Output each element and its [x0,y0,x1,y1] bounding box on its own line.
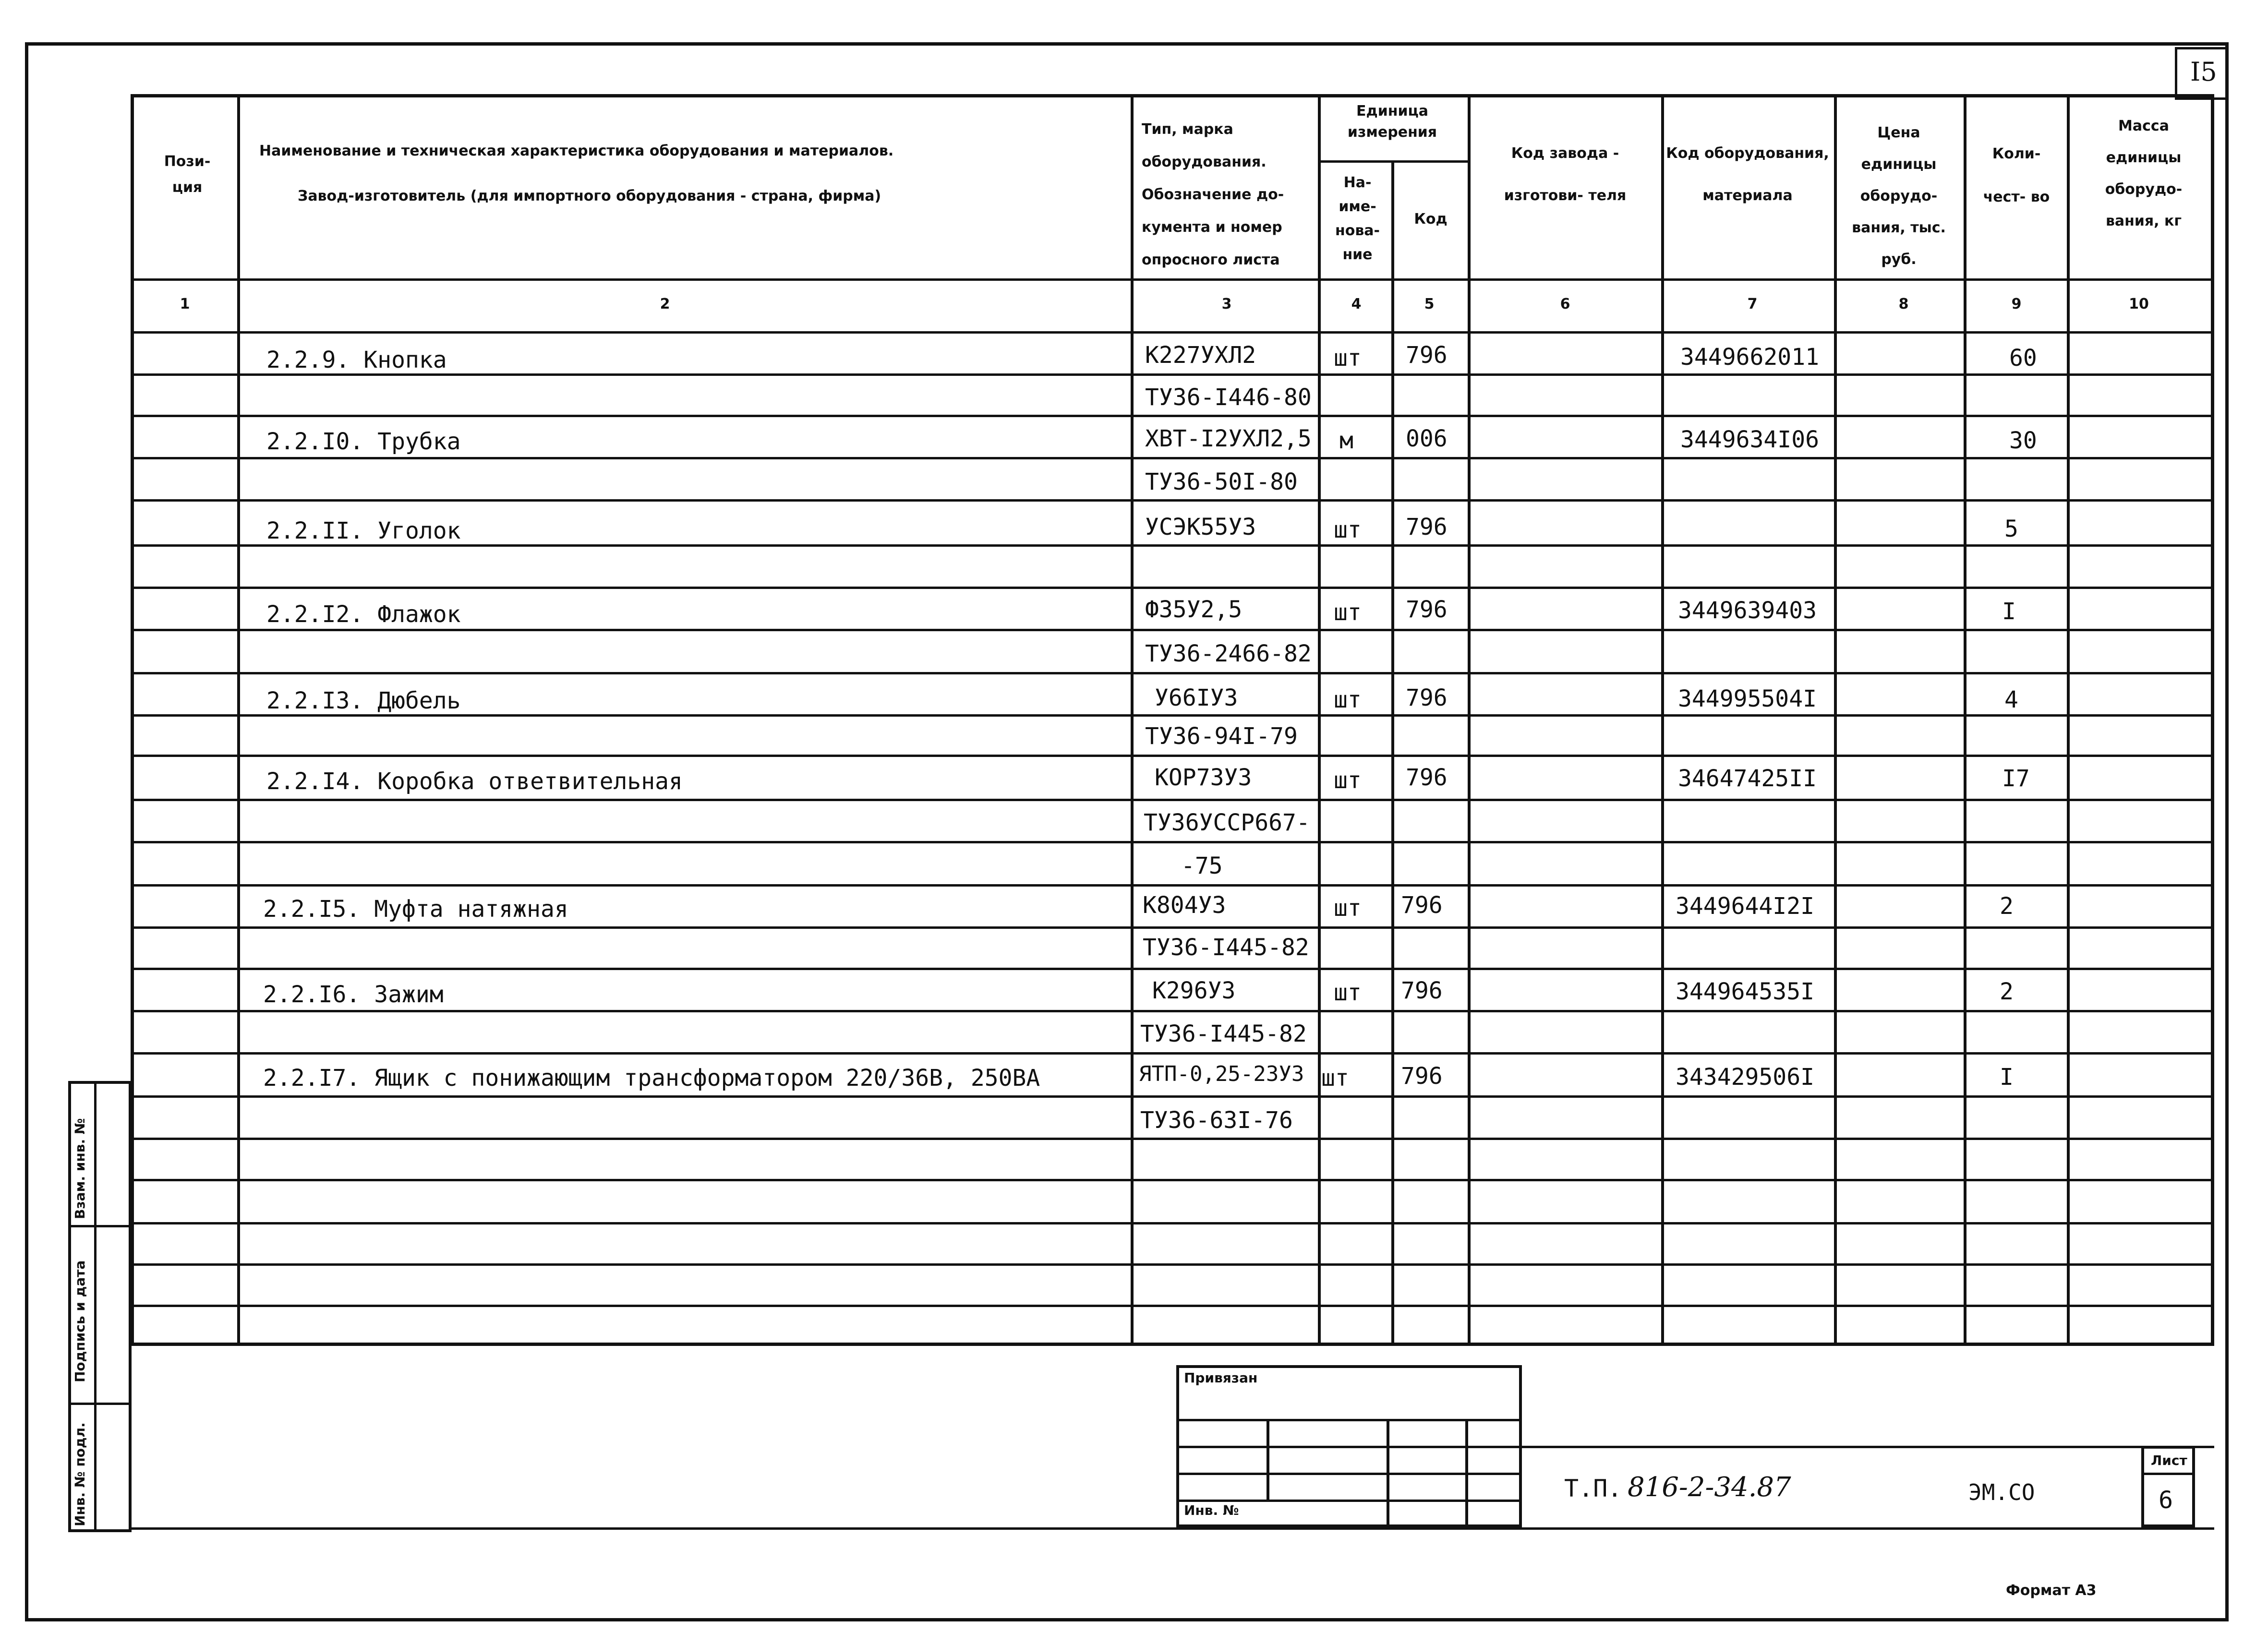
privyazan-col2 [1387,1419,1389,1527]
row-material-code: 3449644I2I [1676,893,1814,920]
col-line-1 [237,94,240,1346]
spec-table-border [131,94,2214,1346]
format-label: Формат А3 [2006,1582,2097,1599]
row-unit-code: 796 [1401,892,1443,919]
row-name: 2.2.I7. Ящик с понижающим трансформатором 220/36В, 250ВА [263,1065,1040,1092]
header-mass: Масса единицы оборудо- вания, кг [2105,118,2183,229]
inv-no-label: Инв. № [1184,1502,1239,1518]
row-type: К804УЗ [1143,892,1226,919]
header-price: Цена единицы оборудо- вания, тыс. руб. [1852,124,1946,268]
row-type: ЯТП-0,25-23УЗ [1139,1062,1304,1086]
row-type: КОР73УЗ [1155,764,1252,791]
column-number: 10 [2129,296,2149,312]
sheet-box-divider [2141,1473,2195,1475]
row-material-code: 34647425II [1678,765,1817,792]
row-unit: шт [1334,599,1362,626]
row-name: 2.2.9. Кнопка [266,347,447,373]
row-type: ТУ36-63I-76 [1140,1107,1293,1134]
side-stamp-row1 [68,1225,132,1227]
sheet-label: Лист [2151,1452,2187,1468]
row-name: 2.2.I3. Дюбель [266,687,461,714]
col-line-2 [1131,94,1134,1346]
header-name-line2: Завод-изготовитель (для импортного оборудования - страна, фирма) [298,188,881,204]
header-material-code: Код оборудования, материала [1666,145,1829,204]
col-line-4 [1391,161,1394,1346]
header-unit-group: Единица измерения [1347,103,1437,141]
col-line-7 [1834,94,1837,1346]
title-block-top [131,1527,2214,1530]
row-unit: шт [1334,979,1362,1006]
row-material-code: 3449639403 [1678,597,1817,624]
doc-number: 816-2-34.87 [1628,1472,1791,1503]
row-type: ТУ36-2466-82 [1145,640,1312,667]
row-unit-code: 796 [1406,596,1448,623]
row-unit-code: 796 [1401,977,1443,1004]
privyazan-line1 [1176,1419,1522,1421]
row-quantity: 2 [2000,978,2014,1005]
side-label-signature: Подпись и дата [72,1260,88,1382]
row-quantity: I [2002,598,2016,625]
row-unit: м [1339,427,1353,454]
side-stamp-divider [94,1081,97,1532]
row-type: К227УХЛ2 [1145,342,1256,369]
row-name: 2.2.I5. Муфта натяжная [263,896,568,923]
row-name: 2.2.II. Уголок [266,517,461,544]
row-unit-code: 796 [1406,764,1448,791]
row-quantity: I [2000,1064,2014,1091]
column-number: 7 [1747,296,1758,312]
row-material-code: 3449634I06 [1680,426,1819,453]
row-unit-code: 006 [1406,425,1448,452]
row-quantity: I7 [2002,765,2030,792]
row-material-code: 343429506I [1676,1064,1814,1091]
row-material-code: 3449662011 [1680,344,1819,371]
privyazan-line2 [1176,1446,1522,1448]
header-unit-code: Код [1414,211,1448,228]
header-unit-name: На- име- нова- ние [1335,174,1380,263]
row-type: ТУ36-I446-80 [1145,384,1312,411]
row-unit-code: 796 [1406,342,1448,369]
privyazan-line4 [1176,1500,1522,1502]
row-type: ТУ36-I445-82 [1140,1020,1307,1047]
side-stamp-row2 [68,1403,132,1405]
privyazan-label: Привязан [1184,1370,1258,1386]
row-type: -75 [1181,852,1223,879]
unit-group-divider [1318,160,1468,163]
row-type: Ф35У2,5 [1145,596,1243,623]
row-name: 2.2.I0. Трубка [266,428,461,455]
row-quantity: 30 [2009,427,2037,454]
column-number: 8 [1898,296,1909,312]
row-type: ТУ36-50I-80 [1145,468,1298,495]
row-name: 2.2.I4. Коробка ответвительная [266,768,683,795]
side-label-inventory: Инв. № подл. [72,1422,88,1526]
privyazan-line3 [1176,1473,1522,1475]
row-unit-code: 796 [1401,1063,1443,1090]
row-type: ТУ36УССР667- [1144,809,1310,836]
doc-code: ЭМ.СО [1968,1479,2035,1505]
column-number: 6 [1560,296,1570,312]
column-number: 9 [2011,296,2022,312]
header-name-line1: Наименование и техническая характеристика оборудования и материалов. [259,143,894,159]
row-quantity: 2 [2000,893,2014,920]
row-name: 2.2.I2. Флажок [266,601,461,628]
col-line-8 [1964,94,1966,1346]
row-material-code: 344964535I [1676,978,1814,1005]
col-line-6 [1661,94,1664,1346]
row-unit: шт [1334,767,1362,794]
row-quantity: 5 [2004,516,2018,542]
row-unit-code: 796 [1406,684,1448,711]
doc-prefix: Т.П. [1564,1475,1622,1502]
privyazan-col3 [1465,1419,1468,1527]
header-bottom-line [131,278,2214,281]
privyazan-col1 [1267,1419,1269,1500]
row-type: К296УЗ [1152,977,1236,1004]
row-type: ХВТ-I2УХЛ2,5 [1145,425,1312,452]
col-line-5 [1468,94,1471,1346]
row-type: ТУ36-94I-79 [1145,723,1298,750]
row-unit: шт [1334,345,1362,372]
col-line-9 [2067,94,2070,1346]
column-number: 1 [180,296,190,312]
header-type: Тип, марка оборудования. Обозначение до- кумента и номер опросного листа [1142,121,1284,268]
column-number: 2 [660,296,670,312]
header-quantity: Коли- чест- во [1983,145,2050,205]
row-quantity: 60 [2009,345,2037,372]
side-label-replacement: Взам. инв. № [72,1118,88,1219]
doc-block-top [1522,1446,2214,1448]
sheet-number: 6 [2159,1486,2173,1514]
row-unit: шт [1334,895,1362,922]
row-type: У66IУЗ [1155,684,1238,711]
row-name: 2.2.I6. Зажим [263,981,444,1008]
row-unit: шт [1334,686,1362,713]
row-unit: шт [1321,1065,1349,1092]
column-number: 5 [1424,296,1435,312]
col-line-3 [1318,94,1321,1346]
header-position: Пози- ция [164,153,211,196]
row-type: ТУ36-I445-82 [1143,934,1309,961]
column-number-line [131,331,2214,334]
row-quantity: 4 [2004,686,2018,713]
corner-sheet-number: I5 [2190,57,2217,87]
row-unit-code: 796 [1406,514,1448,540]
row-type: УСЭК55УЗ [1145,514,1256,540]
header-factory-code: Код завода - изготови- теля [1504,145,1627,204]
column-number: 4 [1351,296,1362,312]
row-unit: шт [1334,516,1362,543]
row-material-code: 344995504I [1678,685,1817,712]
column-number: 3 [1221,296,1232,312]
